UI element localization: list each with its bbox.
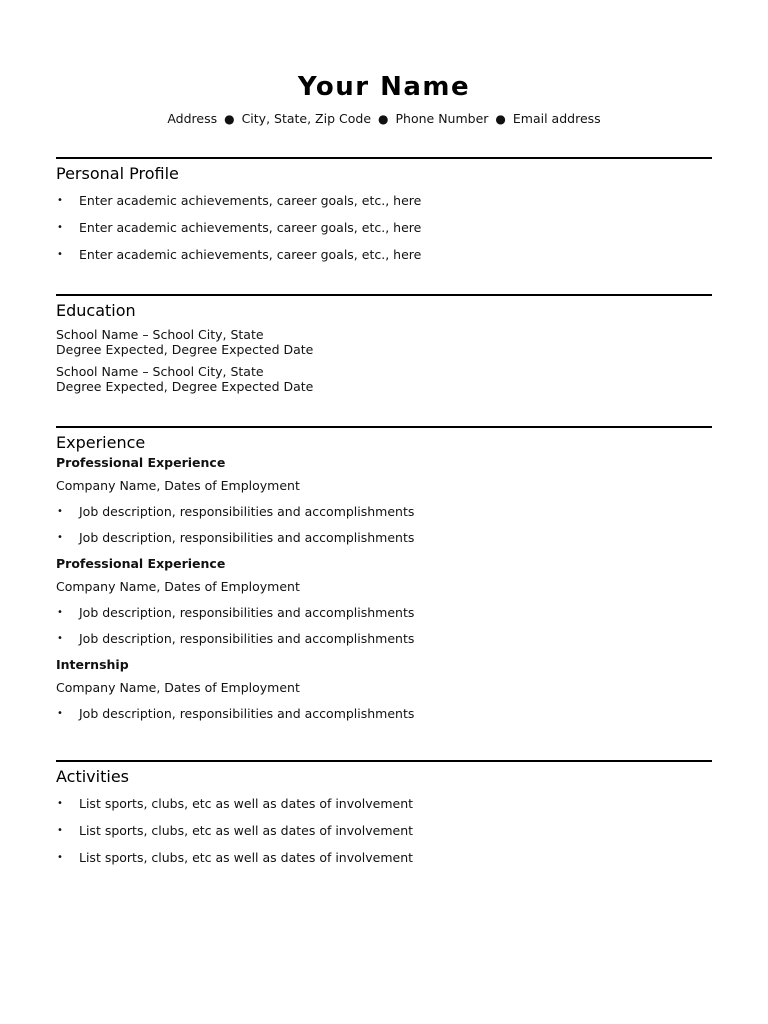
list-item (56, 530, 712, 546)
list-item-text: List sports, clubs, etc as well as dates of involvement (79, 796, 414, 811)
section-heading: Activities (56, 767, 129, 786)
list-item-text: Job description, responsibilities and accomplishments (79, 706, 415, 721)
list-item-text: List sports, clubs, etc as well as dates of involvement (79, 823, 414, 838)
bullet-icon: • (57, 249, 63, 260)
bullet-icon: • (57, 607, 63, 618)
separator-dot: ● (378, 112, 389, 126)
list-item (56, 706, 712, 722)
list-item-text: Job description, responsibilities and accomplishments (79, 605, 415, 620)
degree-info: Degree Expected, Degree Expected Date (56, 342, 314, 357)
list-item (56, 220, 712, 236)
list-item (56, 247, 712, 263)
education-entry (56, 327, 712, 357)
job-title: Professional Experience (56, 455, 226, 470)
job-company: Company Name, Dates of Employment (56, 478, 300, 493)
section-heading: Personal Profile (56, 164, 179, 183)
bullet-icon: • (57, 506, 63, 517)
job-duties-list (56, 504, 712, 546)
section-heading: Experience (56, 433, 146, 452)
section-heading: Education (56, 301, 136, 320)
education-entry (56, 364, 712, 394)
list-item-text: Enter academic achievements, career goals, etc., here (79, 193, 422, 208)
resume-name: Your Name (297, 72, 471, 102)
list-item (56, 193, 712, 209)
section-divider (56, 426, 712, 428)
profile-list (56, 193, 712, 263)
bullet-icon: • (57, 195, 63, 206)
list-item-text: Enter academic achievements, career goals, etc., here (79, 220, 422, 235)
list-item-text: List sports, clubs, etc as well as dates of involvement (79, 850, 414, 865)
bullet-icon: • (57, 825, 63, 836)
separator-dot: ● (224, 112, 235, 126)
bullet-icon: • (57, 798, 63, 809)
job-title: Professional Experience (56, 556, 226, 571)
contact-phone: Phone Number (395, 111, 489, 126)
list-item (56, 823, 712, 839)
bullet-icon: • (57, 708, 63, 719)
bullet-icon: • (57, 222, 63, 233)
list-item-text: Job description, responsibilities and accomplishments (79, 631, 415, 646)
list-item (56, 850, 712, 866)
section-divider (56, 760, 712, 762)
section-divider (56, 157, 712, 159)
job-company: Company Name, Dates of Employment (56, 680, 300, 695)
list-item (56, 504, 712, 520)
section-personal-profile (56, 157, 712, 263)
school-name: School Name – School City, State (56, 327, 264, 342)
job-company: Company Name, Dates of Employment (56, 579, 300, 594)
separator-dot: ● (495, 112, 506, 126)
section-activities (56, 760, 712, 866)
contact-line (0, 111, 768, 126)
job-title: Internship (56, 657, 129, 672)
contact-address: Address (167, 111, 218, 126)
list-item-text: Job description, responsibilities and accomplishments (79, 530, 415, 545)
contact-city-state-zip: City, State, Zip Code (241, 111, 372, 126)
job-duties-list (56, 706, 712, 722)
bullet-icon: • (57, 532, 63, 543)
degree-info: Degree Expected, Degree Expected Date (56, 379, 314, 394)
list-item-text: Job description, responsibilities and accomplishments (79, 504, 415, 519)
activities-list (56, 796, 712, 866)
job-duties-list (56, 605, 712, 647)
list-item (56, 631, 712, 647)
bullet-icon: • (57, 852, 63, 863)
school-name: School Name – School City, State (56, 364, 264, 379)
list-item (56, 605, 712, 621)
section-experience (56, 426, 712, 722)
list-item-text: Enter academic achievements, career goals, etc., here (79, 247, 422, 262)
bullet-icon: • (57, 633, 63, 644)
list-item (56, 796, 712, 812)
section-education (56, 294, 712, 394)
contact-email: Email address (512, 111, 601, 126)
section-divider (56, 294, 712, 296)
